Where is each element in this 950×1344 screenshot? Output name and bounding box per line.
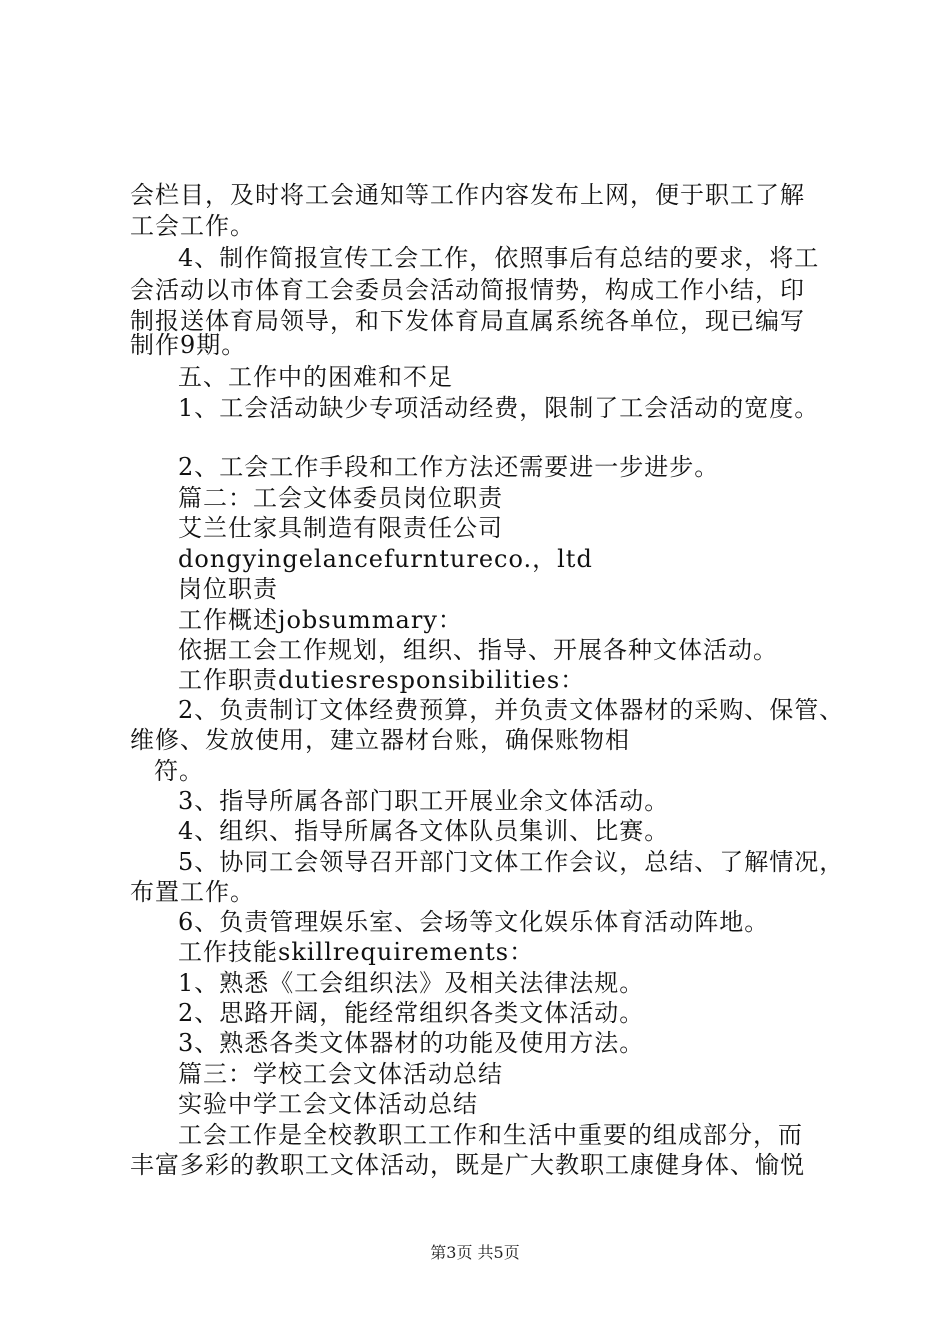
text-line: 布置工作。 (130, 878, 255, 906)
text-line: 3、指导所属各部门职工开展业余文体活动。 (178, 787, 670, 815)
section-heading: 篇三：学校工会文体活动总结 (178, 1060, 503, 1088)
text-line: 工会工作。 (130, 212, 255, 240)
text-line: 制报送体育局领导，和下发体育局直属系统各单位，现已编写 (130, 307, 805, 335)
text-line: 6、负责管理娱乐室、会场等文化娱乐体育活动阵地。 (178, 908, 770, 936)
text-line: 符。 (154, 757, 204, 785)
text-line: 2、工会工作手段和工作方法还需要进一步进步。 (178, 453, 720, 481)
text-line: 1、熟悉《工会组织法》及相关法律法规。 (178, 969, 645, 997)
text-line: 制作9期。 (130, 331, 247, 359)
text-line: 维修、发放使用，建立器材台账，确保账物相 (130, 726, 630, 754)
section-heading: 篇二：工会文体委员岗位职责 (178, 484, 503, 512)
section-heading: 五、工作中的困难和不足 (178, 363, 453, 391)
text-line: 会栏目，及时将工会通知等工作内容发布上网，便于职工了解 (130, 181, 805, 209)
subheading: 岗位职责 (178, 575, 278, 603)
text-line: 2、负责制订文体经费预算，并负责文体器材的采购、保管、 (178, 696, 845, 724)
company-name-en: dongyingelancefurntureco.，ltd (178, 545, 593, 573)
text-line: 丰富多彩的教职工文体活动，既是广大教职工康健身体、愉悦 (130, 1151, 805, 1179)
subheading: 实验中学工会文体活动总结 (178, 1090, 478, 1118)
subheading: 工作职责dutiesresponsibilities： (178, 666, 586, 694)
company-name: 艾兰仕家具制造有限责任公司 (178, 514, 503, 542)
text-line: 5、协同工会领导召开部门文体工作会议，总结、了解情况， (178, 848, 845, 876)
text-line: 工会工作是全校教职工工作和生活中重要的组成部分，而 (178, 1121, 803, 1149)
text-line: 2、思路开阔，能经常组织各类文体活动。 (178, 999, 645, 1027)
subheading: 工作概述jobsummary： (178, 606, 463, 634)
text-line: 3、熟悉各类文体器材的功能及使用方法。 (178, 1029, 645, 1057)
text-line: 1、工会活动缺少专项活动经费，限制了工会活动的宽度。 (178, 394, 820, 422)
text-line: 4、组织、指导所属各文体队员集训、比赛。 (178, 817, 670, 845)
text-line: 会活动以市体育工会委员会活动简报情势，构成工作小结，印 (130, 276, 805, 304)
page-number-footer: 第3页 共5页 (430, 1243, 520, 1262)
text-line: 依据工会工作规划，组织、指导、开展各种文体活动。 (178, 636, 778, 664)
text-line: 4、制作简报宣传工会工作，依照事后有总结的要求，将工 (178, 244, 820, 272)
subheading: 工作技能skillrequirements： (178, 938, 535, 966)
